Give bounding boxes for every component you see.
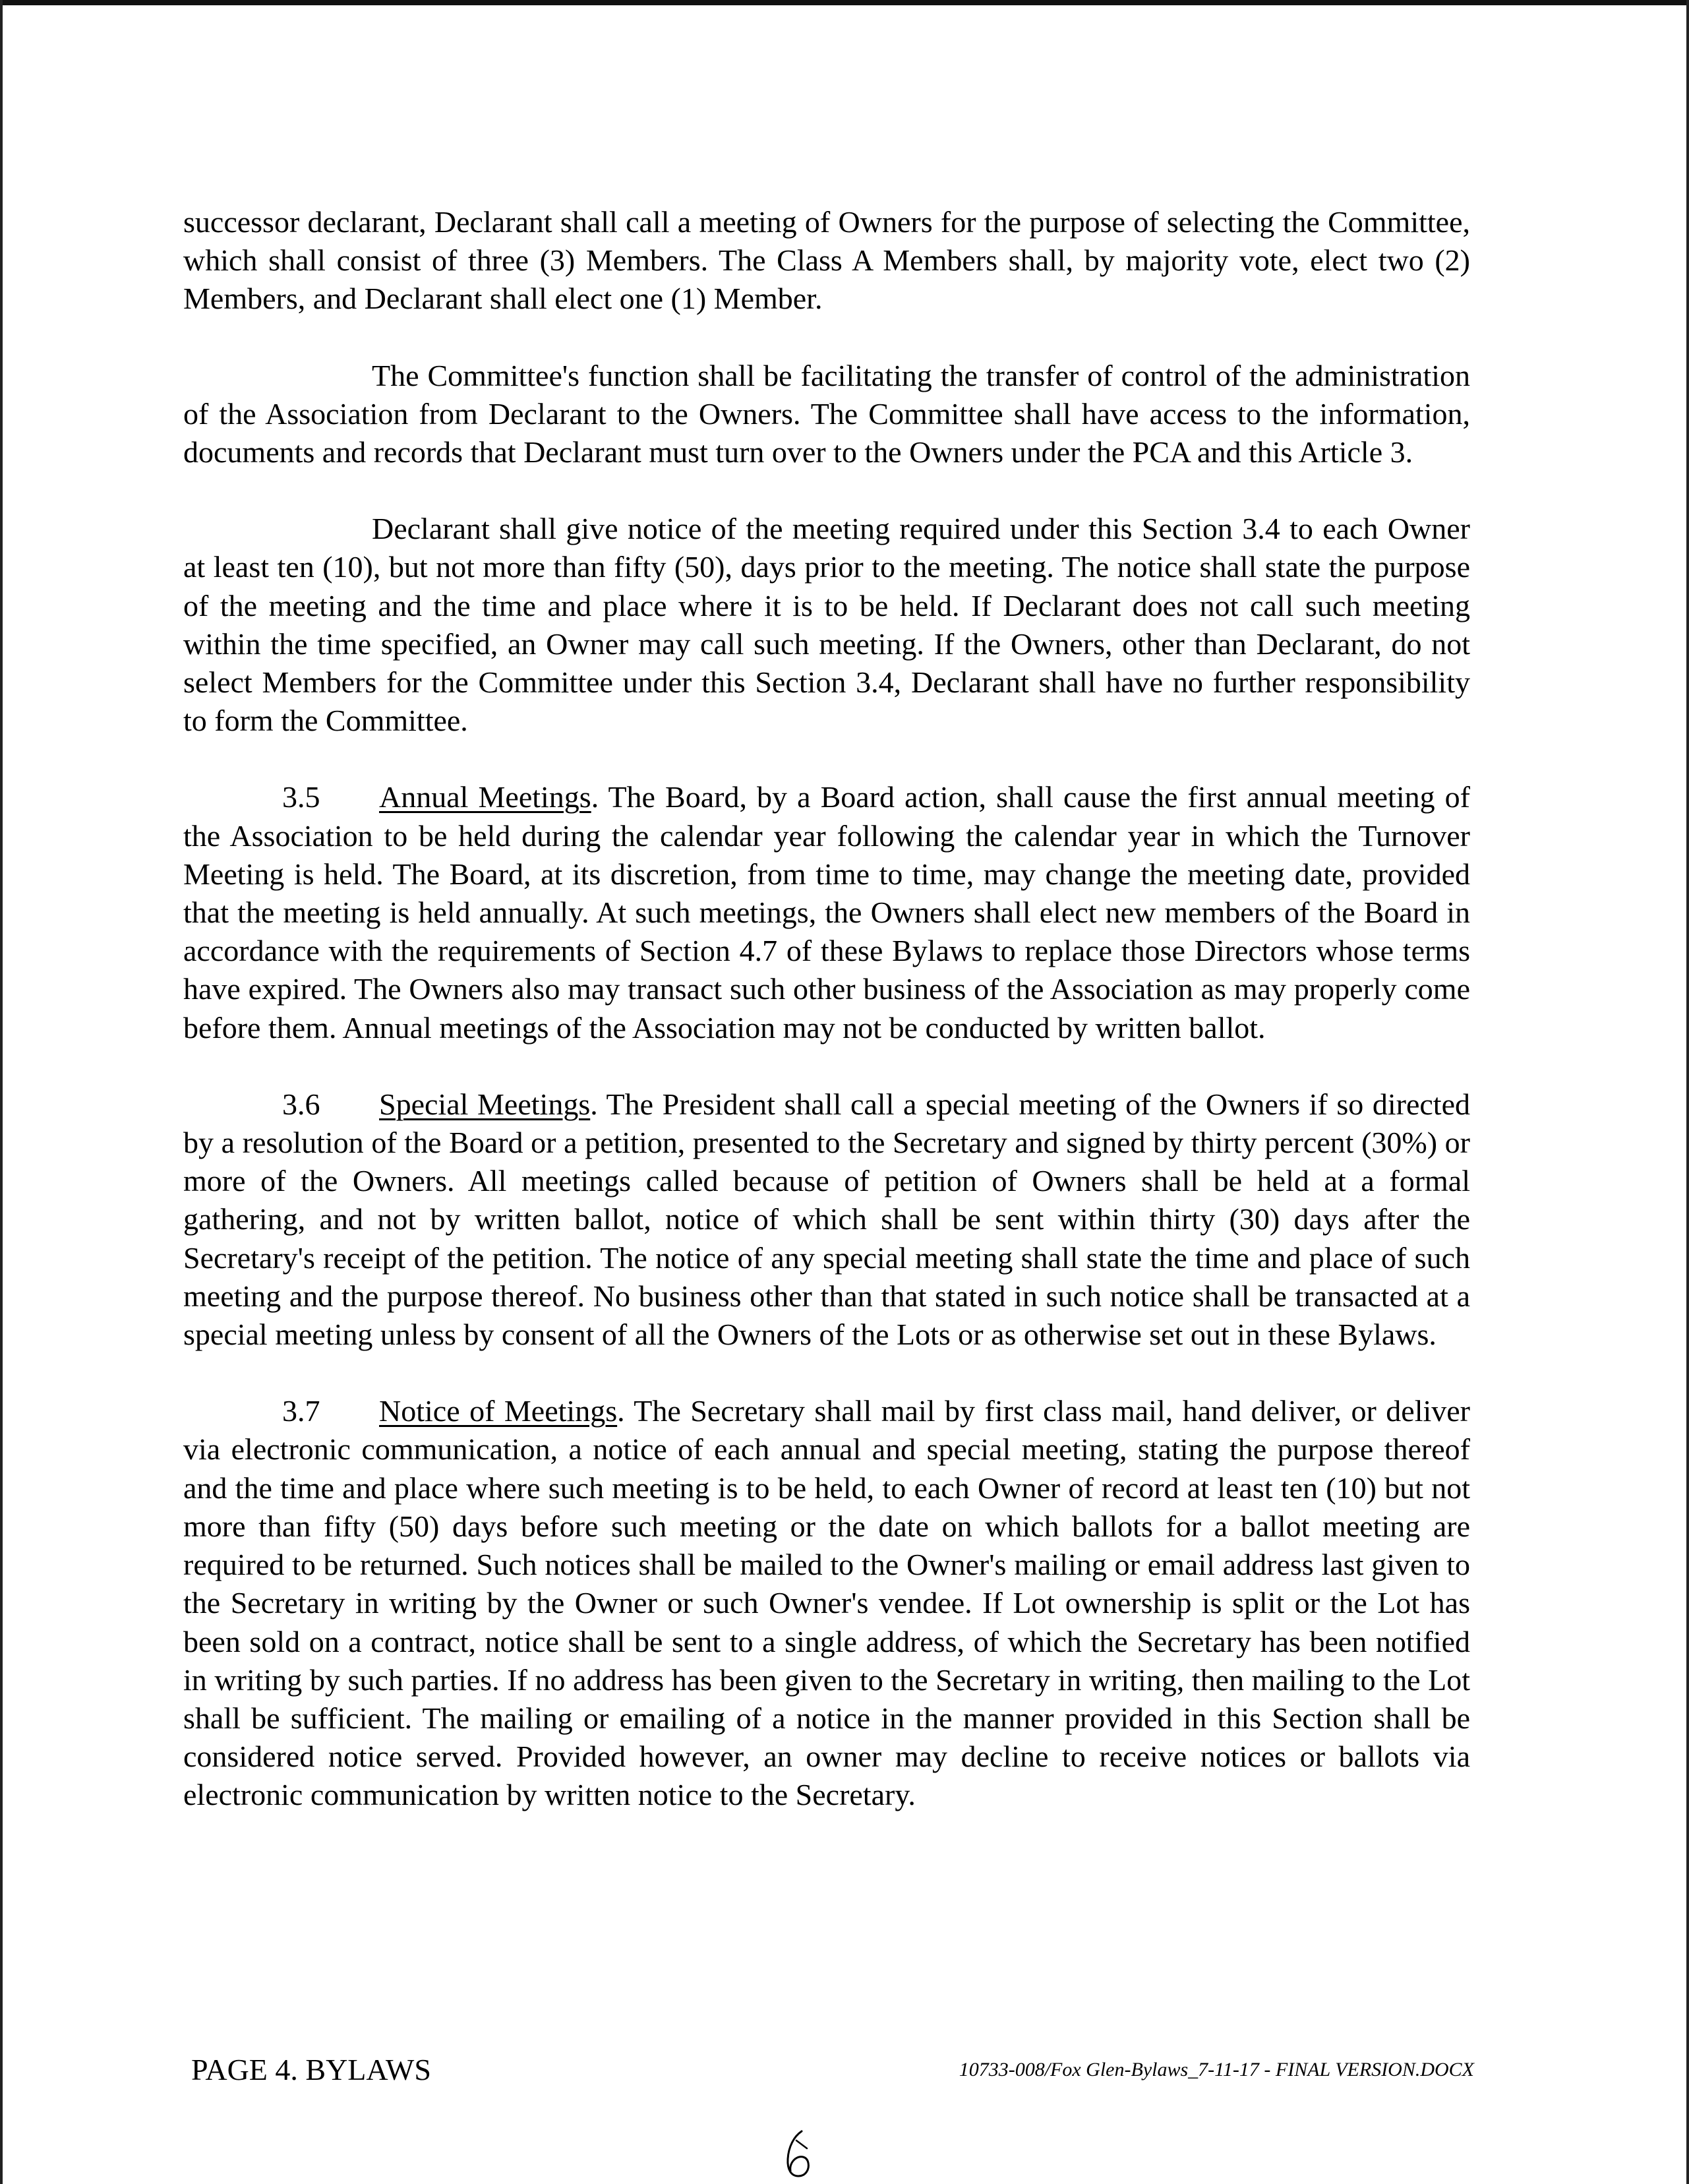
scan-border-left [0,0,3,2184]
section-text: . The Secretary shall mail by first class mail, hand deliver, or deliver via electronic communication, a notice of each annual and special meeting, stating the purpose thereof and the time and place where such meeting is to be held, to each Owner of record at least ten (10) but not more than fifty (50) days before such meeting or the date on which ballots for a ballot meeting are required to be returned. Such notices shall be mailed to the Owner's mailing or email address last given to the Secretary in writing by the Owner or such Owner's vendee. If Lot ownership is split or the Lot has been sold on a contract, notice shall be sent to a single address, of which the Secretary has been notified in writing by such parties. If no address has been given to the Secretary in writing, then mailing to the Lot shall be sufficient. The mailing or emailing of a notice in the manner provided in this Section shall be considered notice served. Provided however, an owner may decline to receive notices or ballots via electronic communication by written notice to the Secretary. [183,1394,1470,1812]
section-3-5-annual-meetings [183,778,1470,1046]
section-heading: Notice of Meetings [379,1394,618,1428]
section-number: 3.7 [282,1394,320,1428]
footer-page-label: PAGE 4. BYLAWS [191,2053,431,2086]
section-text: . The President shall call a special meeting of the Owners if so directed by a resolution of the Board or a petition, presented to the Secretary and signed by thirty percent (30%) or more of the Owners. All meetings called because of petition of Owners shall be held at a formal gathering, and not by written ballot, notice of which shall be sent within thirty (30) days after the Secretary's receipt of the petition. The notice of any special meeting shall state the time and place of such meeting and the purpose thereof. No business other than that stated in such notice shall be transacted at a special meeting unless by consent of all the Owners of the Lots or as otherwise set out in these Bylaws. [183,1087,1470,1352]
footer-file-reference: 10733-008/Fox Glen-Bylaws_7-11-17 - FINAL VERSION.DOCX [959,2059,1474,2080]
section-heading: Annual Meetings [379,780,591,814]
section-3-6-special-meetings [183,1085,1470,1354]
document-body [183,203,1470,1853]
section-number: 3.6 [282,1087,320,1121]
paragraph-committee-selection: successor declarant, Declarant shall call a meeting of Owners for the purpose of selecting the Committee, which shall consist of three (3) Members. The Class A Members shall, by majority vote, elect two (2) Members, and Declarant shall elect one (1) Member. [183,205,1470,316]
handwritten-page-number-mark [782,2127,815,2180]
scan-border-right [1686,0,1689,2184]
paragraph-committee-function: The Committee's function shall be facilitating the transfer of control of the administration of the Association from Declarant to the Owners. The Committee shall have access to the information, documents and records that Declarant must turn over to the Owners under the PCA and this Article 3. [183,358,1470,470]
scan-border-top [0,0,1689,5]
paragraph-declarant-notice: Declarant shall give notice of the meeting required under this Section 3.4 to each Owner at least ten (10), but not more than fifty (50), days prior to the meeting. The notice shall state the purpose of the meeting and the time and place where it is to be held. If Declarant does not call such meeting within the time specified, an Owner may call such meeting. If the Owners, other than Declarant, do not select Members for the Committee under this Section 3.4, Declarant shall have no further responsibility to form the Committee. [183,512,1470,738]
section-text: . The Board, by a Board action, shall cause the first annual meeting of the Association to be held during the calendar year following the calendar year in which the Turnover Meeting is held. The Board, at its discretion, from time to time, may change the meeting date, provided that the meeting is held annually. At such meetings, the Owners shall elect new members of the Board in accordance with the requirements of Section 4.7 of these Bylaws to replace those Directors whose terms have expired. The Owners also may transact such other business of the Association as may properly come before them. Annual meetings of the Association may not be conducted by written ballot. [183,780,1470,1045]
section-3-7-notice-of-meetings [183,1392,1470,1814]
section-heading: Special Meetings [379,1087,591,1121]
section-number: 3.5 [282,780,320,814]
